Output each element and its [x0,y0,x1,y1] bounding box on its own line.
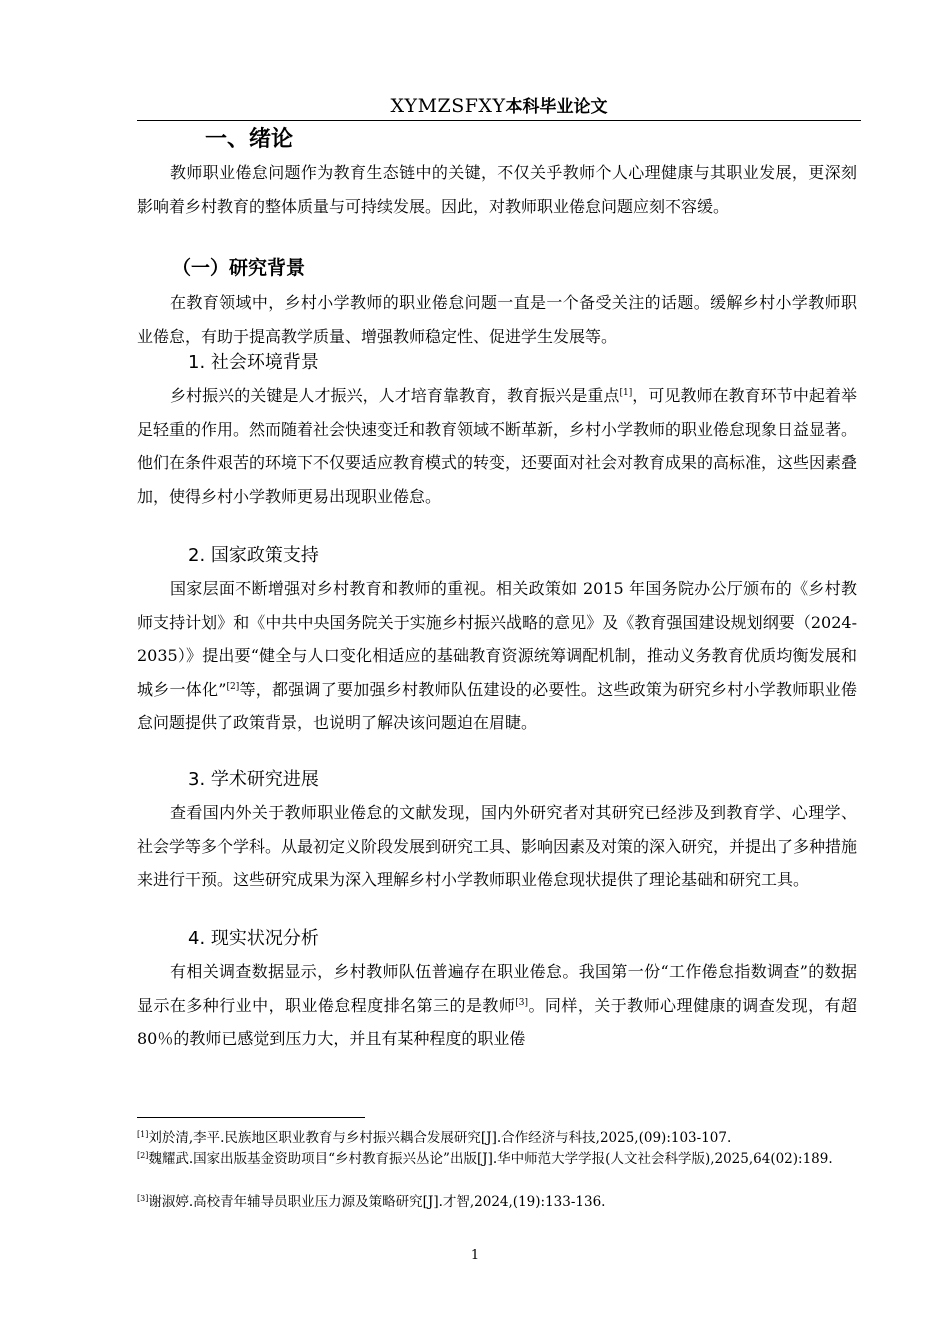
heading-reality-analysis: 4. 现实状况分析 [188,928,319,949]
footnote-divider [137,1117,365,1118]
subsection-title: （一）研究背景 [172,257,306,279]
citation-3: [3] [515,997,529,1008]
footnote-2 [137,1149,857,1169]
footnote-text: 谢淑婷.高校青年辅导员职业压力源及策略研究[J].才智,2024,(19):133-136. [148,1194,606,1210]
heading-national-policy: 2. 国家政策支持 [188,545,319,566]
footnote-1 [137,1128,857,1148]
reality-paragraph [137,955,857,1056]
header-title: 本科毕业论文 [505,97,608,117]
header-divider [137,120,861,121]
policy-text-a: 国家层面不断增强对乡村教育和教师的重视。相关政策如 2015 年国务院办公厅颁布的《乡村教师支持计划》和《中共中央国务院关于实施乡村振兴战略的意见》及《教育强国建设规划纲要（2024-2035）》提出要“健全与人口变化相适应的基础教育资源统筹调配机制，推动义务教育优质均衡发展和城乡一体化” [137,579,857,699]
footnote-mark: [1] [137,1130,149,1139]
social-text-a: 乡村振兴的关键是人才振兴，人才培育靠教育，教育振兴是重点 [170,386,620,405]
citation-2: [2] [226,681,240,692]
policy-paragraph [137,572,857,740]
heading-social-environment: 1. 社会环境背景 [188,352,319,373]
footnote-3 [137,1192,857,1212]
footnote-mark: [3] [137,1194,149,1203]
page-header [137,93,861,120]
footnote-text: 魏耀武.国家出版基金资助项目“乡村教育振兴丛论”出版[J].华中师范大学学报(人文社会科学版),2025,64(02):189. [148,1151,833,1167]
policy-text-b: 等，都强调了要加强乡村教师队伍建设的必要性。这些政策为研究乡村小学教师职业倦怠问题提供了政策背景，也说明了解决该问题迫在眉睫。 [137,679,857,733]
social-paragraph [137,379,857,513]
citation-1: [1] [619,388,633,398]
intro-paragraph: 教师职业倦怠问题作为教育生态链中的关键，不仅关乎教师个人心理健康与其职业发展，更深刻影响着乡村教育的整体质量与可持续发展。因此，对教师职业倦怠问题应刻不容缓。 [137,163,857,216]
social-text-b: ，可见教师在教育环节中起着举足轻重的作用。然而随着社会快速变迁和教育领域不断革新，乡村小学教师的职业倦怠现象日益显著。他们在条件艰苦的环境下不仅要适应教育模式的转变，还要面对社会对教育成果的高标准，这些因素叠加，使得乡村小学教师更易出现职业倦怠。 [137,386,858,506]
heading-academic-progress: 3. 学术研究进展 [188,769,319,790]
academic-paragraph: 查看国内外关于教师职业倦怠的文献发现，国内外研究者对其研究已经涉及到教育学、心理学、社会学等多个学科。从最初定义阶段发展到研究工具、影响因素及对策的深入研究，并提出了多种措施来进行干预。这些研究成果为深入理解乡村小学教师职业倦怠现状提供了理论基础和研究工具。 [137,803,858,890]
page-number: 1 [470,1248,480,1263]
header-code: XYMZSFXY [390,95,506,117]
reality-text-a: 有相关调查数据显示，乡村教师队伍普遍存在职业倦怠。我国第一份“工作倦怠指数调查”的数据显示在多种行业中，职业倦怠程度排名第三的是教师 [137,962,857,1015]
footnote-text: 刘於清,李平.民族地区职业教育与乡村振兴耦合发展研究[J].合作经济与科技,2025,(09):103-107. [148,1130,732,1146]
footnote-mark: [2] [137,1151,149,1160]
reality-text-b: 。同样，关于教师心理健康的调查发现，有超 80％的教师已感觉到压力大，并且有某种程度的职业倦 [137,995,857,1049]
section-title: 一、绪论 [205,127,294,152]
background-paragraph: 在教育领域中，乡村小学教师的职业倦怠问题一直是一个备受关注的话题。缓解乡村小学教师职业倦怠，有助于提高教学质量、增强教师稳定性、促进学生发展等。 [137,293,857,346]
